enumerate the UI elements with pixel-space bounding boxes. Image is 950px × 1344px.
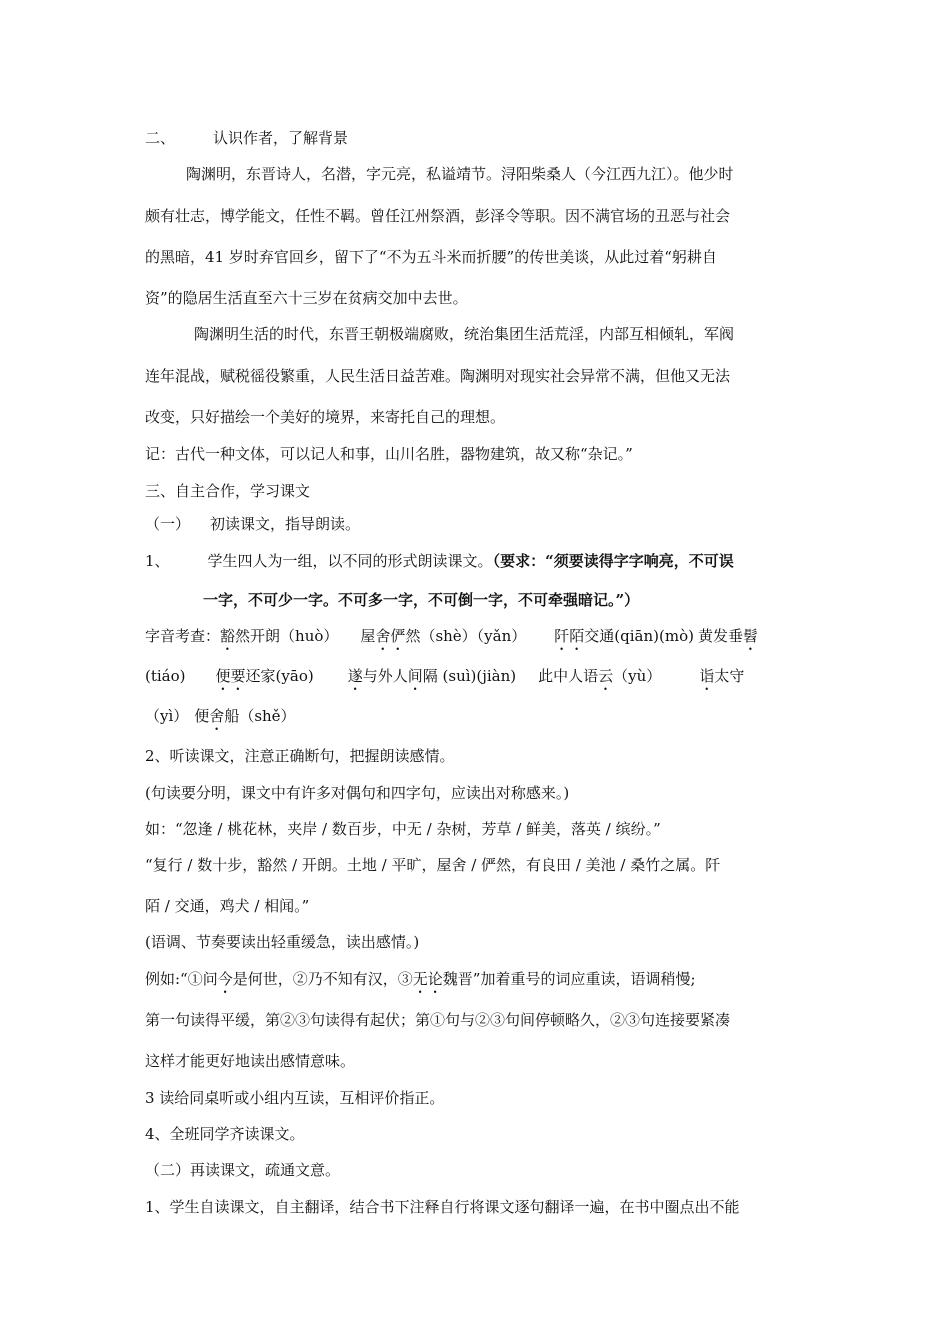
section-2-heading (145, 128, 348, 148)
pron-word-she: 舍 (375, 627, 391, 645)
pronunciation-line-3: （yì） 便舍船（shě） (145, 707, 296, 725)
pron-word-yao: 要 (230, 667, 246, 685)
example-3-line-1: 例如:“①问今是何世，②乃不知有汉，③无论魏晋”加着重号的词应重读，语调稍慢; (145, 970, 696, 988)
ji-definition: 记：古代一种文体，可以记人和事，山川名胜，器物建筑，故又称“杂记。” (145, 445, 633, 463)
pron-word-tiao: 髫 (742, 627, 758, 645)
item-1-requirement-cont: 一字，不可少一字。不可多一字，不可倒一字，不可牵强暗记。”） (203, 591, 640, 609)
pronunciation-line-1: 字音考查：豁然开朗（huò） 屋舍俨然（shè）（yǎn） 阡陌交通(qiān)(mò) 黄发垂髫 (145, 627, 758, 645)
stress-word-jin: 今 (217, 970, 233, 988)
subsection-2-title: （二）再读课文，疏通文意。 (145, 1161, 341, 1179)
subsection-1-number: （一） (145, 515, 191, 533)
bio-line-1: 陶渊明，东晋诗人，名潜，字元亮，私谥靖节。浔阳柴桑人（今江西九江）。他少时 (186, 165, 734, 183)
pron-word-yan: 俨 (390, 627, 406, 645)
note-2: (语调、节奏要读出轻重缓急，读出感情。) (145, 933, 420, 951)
pron-word-huo: 豁 (220, 627, 236, 645)
subsection-1-title: 初读课文，指导朗读。 (210, 515, 361, 533)
example-3-line-2: 第一句读得平缓，第②③句读得有起伏；第①句与②③句间停顿略久，②③句连接要紧凑 (145, 1011, 731, 1029)
subsection-1-heading (145, 514, 360, 534)
section-2-number: 二、 (145, 129, 176, 147)
item-1 (145, 551, 734, 571)
note-1: (句读要分明，课文中有许多对偶句和四字句，应读出对称感来。) (145, 784, 570, 802)
item-1-text: 学生四人为一组，以不同的形式朗读课文。 (207, 552, 493, 570)
pron-word-sui: 遂 (347, 667, 363, 685)
bio-line-2: 颇有壮志，博学能文，任性不羁。曾任江州祭酒，彭泽令等职。因不满官场的丑恶与社会 (145, 207, 731, 225)
section-2-title: 认识作者，了解背景 (213, 129, 349, 147)
pron-word-jian: 间 (407, 667, 423, 685)
bio-line-4: 资”的隐居生活直至六十三岁在贫病交加中去世。 (145, 289, 468, 307)
bio-line-3: 的黑暗，41 岁时弃官回乡，留下了“不为五斗米而折腰”的传世美谈，从此过着“躬耕自 (145, 248, 717, 266)
pronunciation-line-2: (tiáo) 便要还家(yāo) 遂与外人间隔 (suì)(jiàn) 此中人语云（yù） 诣太守 (145, 667, 745, 685)
item-1-requirement: （要求：“须要读得字字响亮，不可误 (492, 552, 734, 570)
pron-word-qian: 阡 (554, 627, 570, 645)
era-line-1: 陶渊明生活的时代，东晋王朝极端腐败，统治集团生活荒淫，内部互相倾轧，军阀 (194, 325, 735, 343)
section-3-title: 三、自主合作，学习课文 (145, 482, 311, 500)
pron-word-yi: 诣 (699, 667, 715, 685)
item-1-number: 1、 (145, 552, 170, 570)
example-2-line-1: “复行 / 数十步，豁然 / 开朗。土地 / 平旷，屋舍 / 俨然，有良田 / 美池 / 桑竹之属。阡 (145, 856, 721, 874)
pron-word-bian: 便 (215, 667, 231, 685)
item-4: 4、全班同学齐读课文。 (145, 1125, 305, 1143)
example-3-line-3: 这样才能更好地读出感情意味。 (145, 1052, 356, 1070)
example-2-line-2: 陌 / 交通，鸡犬 / 相闻。” (145, 897, 310, 915)
pron-word-yun: 云 (598, 667, 614, 685)
era-line-3: 改变，只好描绘一个美好的境界，来寄托自己的理想。 (145, 408, 506, 426)
example-1: 如：“忽逢 / 桃花林，夹岸 / 数百步，中无 / 杂树，芳草 / 鲜美，落英 / 缤纷。” (145, 820, 661, 838)
subsection-2-item-1: 1、学生自读课文，自主翻译，结合书下注释自行将课文逐句翻译一遍，在书中圈点出不能 (145, 1198, 740, 1216)
item-2: 2、听读课文，注意正确断句，把握朗读感情。 (145, 747, 455, 765)
pron-word-mo: 陌 (569, 627, 585, 645)
pron-word-she3: 舍 (209, 707, 225, 725)
item-3: 3 读给同桌听或小组内互读，互相评价指正。 (145, 1089, 445, 1107)
stress-word-wulun: 无论 (412, 970, 443, 988)
pron-label: 字音考查： (145, 627, 221, 645)
era-line-2: 连年混战，赋税徭役繁重，人民生活日益苦难。陶渊明对现实社会异常不满，但他又无法 (145, 367, 731, 385)
